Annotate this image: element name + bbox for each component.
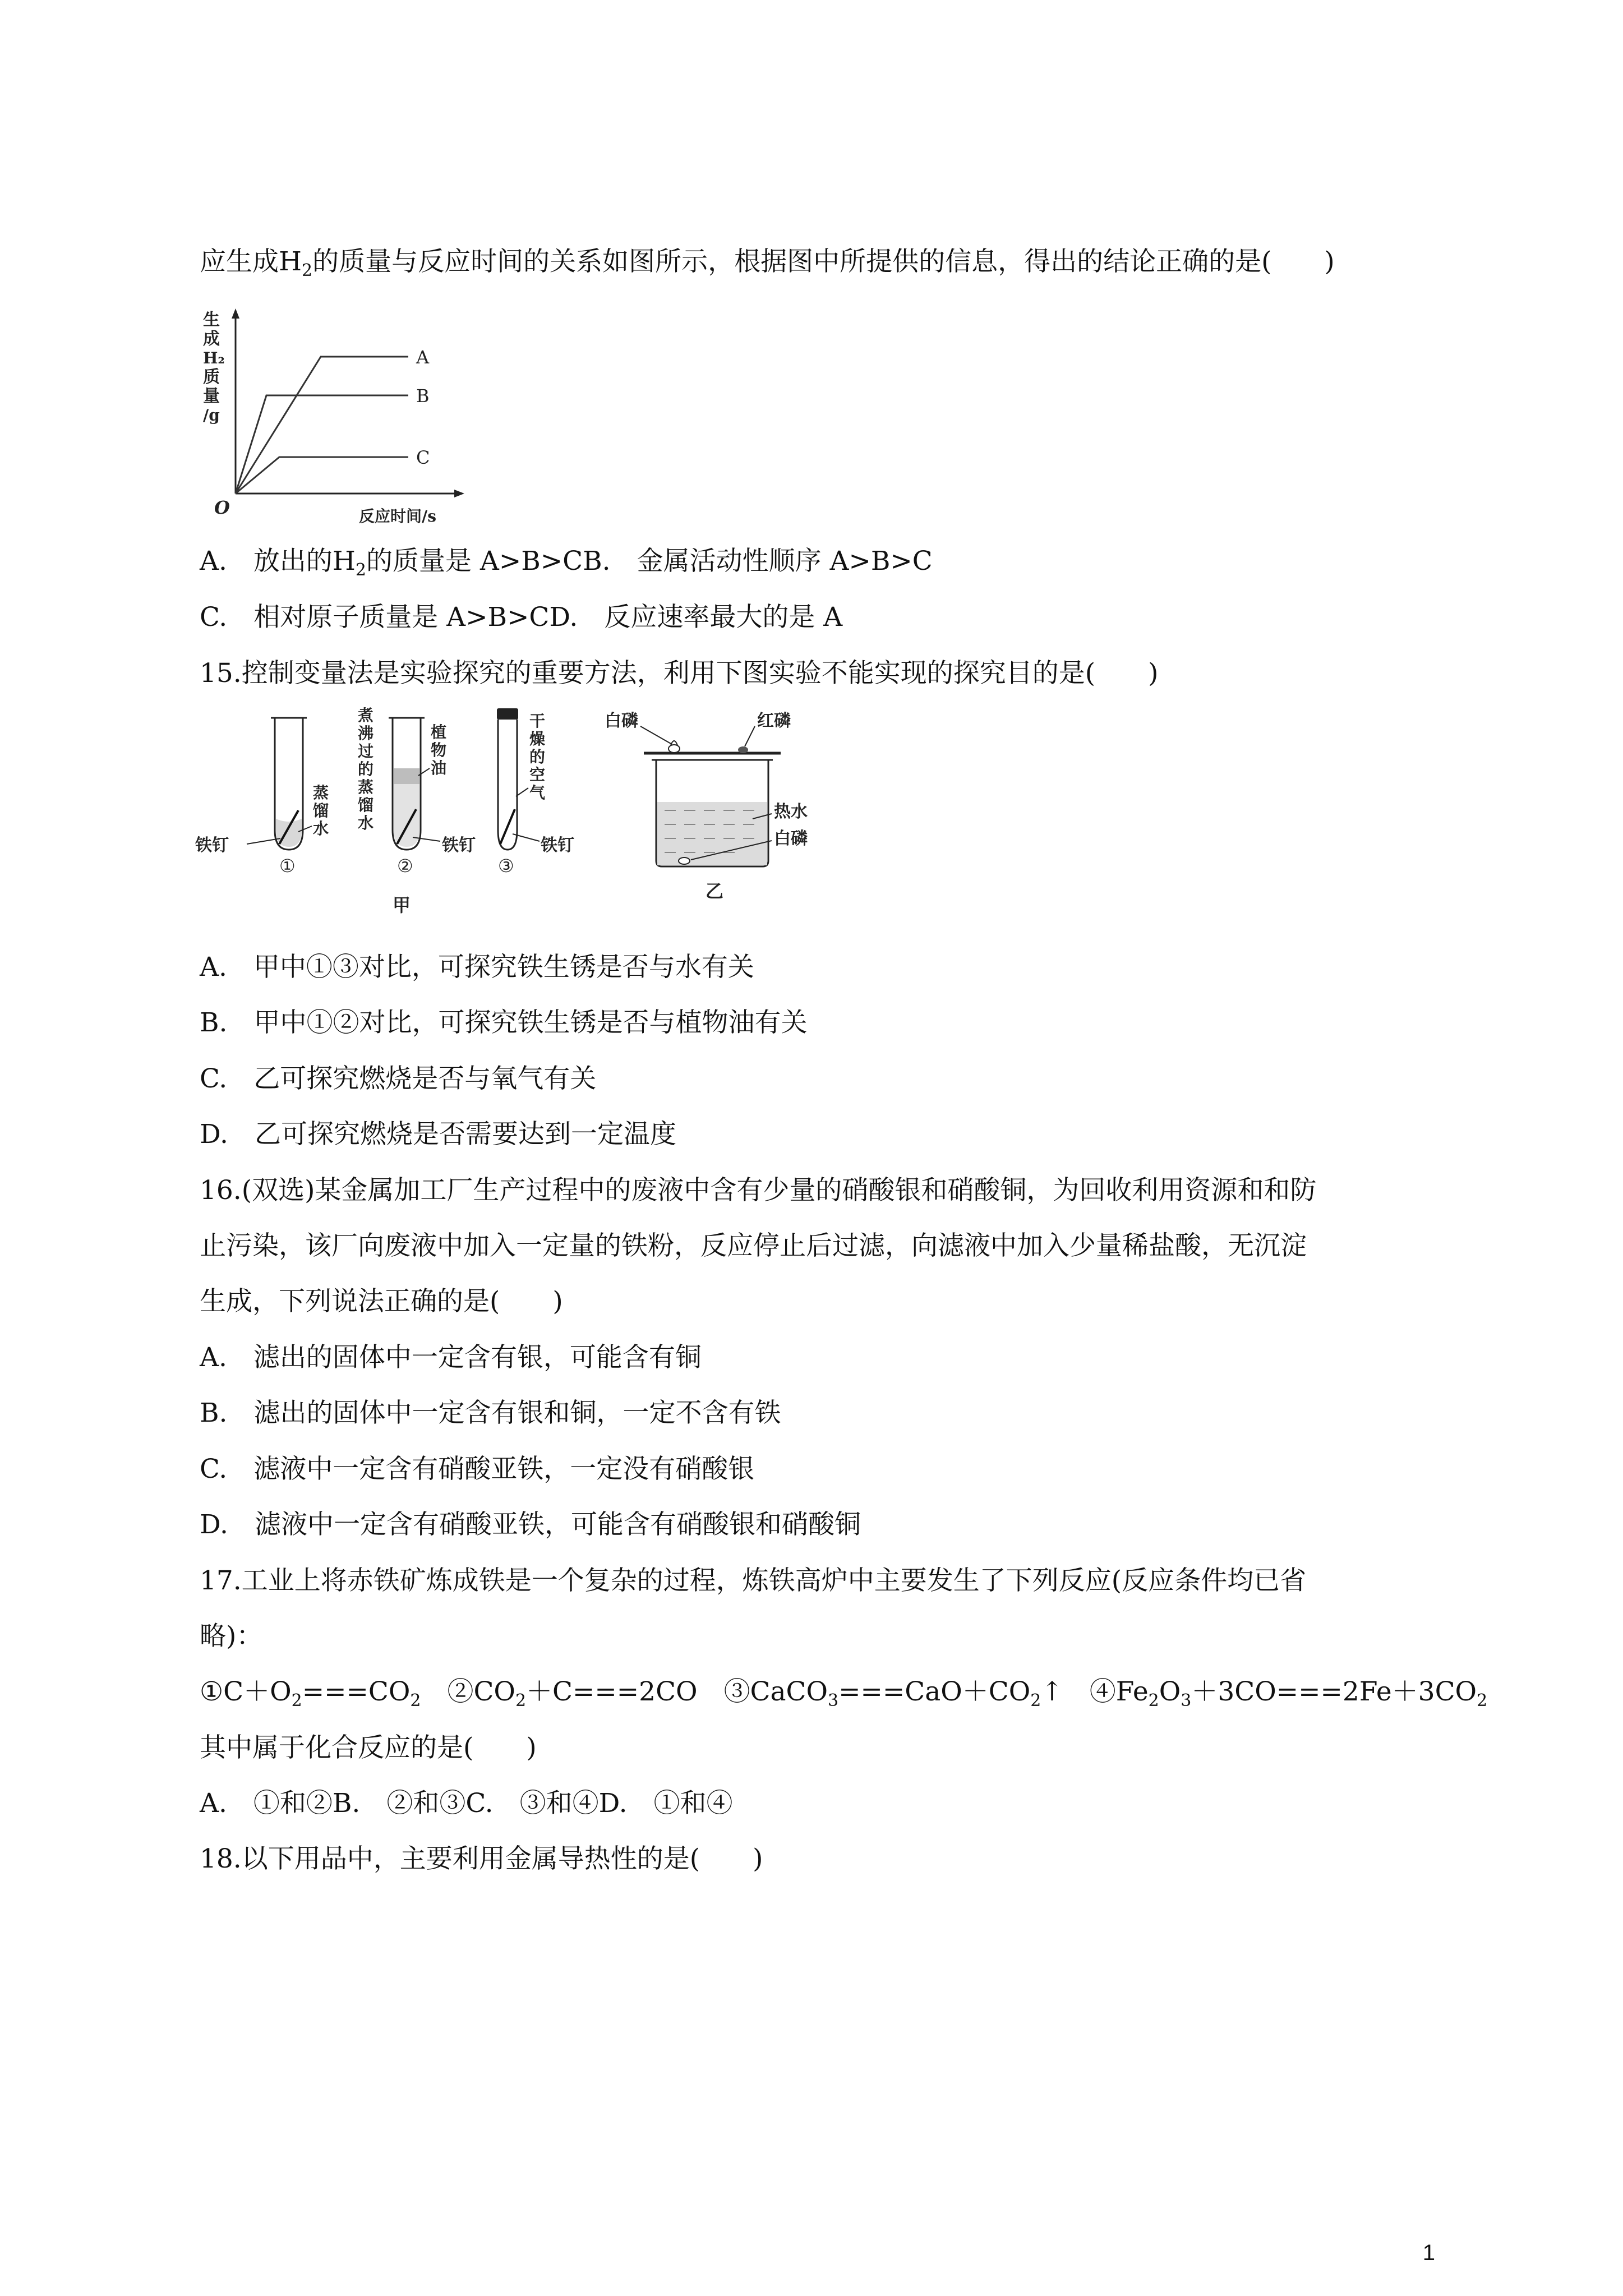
equation-1: $①C+O_2===CO_2$ bbox=[200, 1676, 421, 1711]
label-boiled-char: 蒸 bbox=[358, 778, 374, 796]
group-label-yi: 乙 bbox=[706, 880, 724, 902]
y-label-char: H₂ bbox=[203, 349, 225, 367]
iron-nail bbox=[500, 809, 515, 844]
white-phosphorus-bottom bbox=[679, 857, 690, 864]
q16-option-d: D. 滤液中一定含有硝酸亚铁，可能含有硝酸银和硝酸铜 bbox=[200, 1509, 861, 1540]
q14-options-line-2: C. 相对原子质量是 A>B>CD. 反应速率最大的是 A bbox=[200, 602, 843, 633]
label-boiled-char: 馏 bbox=[358, 796, 374, 814]
test-tube-2 bbox=[358, 706, 476, 916]
white-phosphorus-top bbox=[668, 745, 680, 753]
tube-number-2: ② bbox=[397, 855, 413, 877]
label-air-char: 的 bbox=[529, 748, 546, 766]
label-red-phosphorus: 红磷 bbox=[757, 711, 791, 731]
y-axis-arrow bbox=[232, 308, 239, 319]
q14-stem-h: H bbox=[279, 246, 302, 277]
vegetable-oil-layer bbox=[394, 768, 419, 784]
q14-option-part: 的质量是 A>B>CB. 金属活动性顺序 A>B>C bbox=[366, 546, 933, 577]
label-iron-nail-2: 铁钉 bbox=[442, 836, 476, 855]
label-air-char: 燥 bbox=[529, 730, 546, 748]
q16-stem-line-1: 16.(双选)某金属加工厂生产过程中的废液中含有少量的硝酸银和硝酸铜，为回收利用资源和和防 bbox=[200, 1175, 1317, 1206]
series-label-c: C bbox=[416, 447, 430, 468]
y-label-char: 质 bbox=[203, 367, 220, 387]
label-boiled-char: 过 bbox=[358, 742, 374, 760]
label-boiled-char: 水 bbox=[358, 814, 374, 832]
q17-options: A. ①和②B. ②和③C. ③和④D. ①和④ bbox=[200, 1788, 733, 1819]
label-air-char: 干 bbox=[529, 712, 546, 730]
q14-h2-mass-chart bbox=[191, 303, 482, 529]
label-hot-water: 热水 bbox=[774, 802, 808, 822]
stopper bbox=[497, 708, 518, 720]
q14-options-line-1 bbox=[200, 544, 933, 582]
q17-stem-line-2: 略)： bbox=[200, 1621, 263, 1652]
origin-label: O bbox=[214, 497, 230, 518]
q17-equations bbox=[200, 1675, 1487, 1713]
q18-stem: 18.以下用品中，主要利用金属导热性的是( ) bbox=[200, 1843, 763, 1874]
label-water-char: 蒸 bbox=[313, 783, 329, 802]
label-white-phosphorus-top: 白磷 bbox=[605, 711, 638, 731]
test-tube-3 bbox=[497, 708, 574, 877]
label-iron-nail-1: 铁钉 bbox=[195, 836, 229, 855]
q15-stem: 15.控制变量法是实验探究的重要方法，利用下图实验不能实现的探究目的是( ) bbox=[200, 658, 1159, 689]
label-oil-char: 油 bbox=[431, 759, 447, 777]
q15-experiment-figure bbox=[191, 704, 819, 925]
label-air-char: 气 bbox=[529, 783, 546, 802]
group-label-jia: 甲 bbox=[393, 895, 411, 916]
q17-stem-line-1: 17.工业上将赤铁矿炼成铁是一个复杂的过程，炼铁高炉中主要发生了下列反应(反应条件均已省 bbox=[200, 1565, 1307, 1596]
label-iron-nail-3: 铁钉 bbox=[541, 836, 574, 855]
series-line-b bbox=[236, 395, 408, 494]
x-axis-arrow bbox=[454, 490, 464, 497]
q16-stem-line-2: 止污染，该厂向废液中加入一定量的铁粉，反应停止后过滤，向滤液中加入少量稀盐酸，无沉淀 bbox=[200, 1230, 1307, 1261]
label-water-char: 馏 bbox=[313, 801, 329, 820]
q15-option-d: D. 乙可探究燃烧是否需要达到一定温度 bbox=[200, 1119, 676, 1150]
q16-option-b: B. 滤出的固体中一定含有银和铜，一定不含有铁 bbox=[200, 1398, 781, 1428]
hot-water bbox=[657, 802, 767, 865]
q14-option-subscript: 2 bbox=[355, 560, 366, 580]
tube-number-3: ③ bbox=[498, 855, 514, 877]
q16-option-a: A. 滤出的固体中一定含有银，可能含有铜 bbox=[200, 1342, 702, 1373]
q14-stem-part: 的质量与反应时间的关系如图所示，根据图中所提供的信息，得出的结论正确的是( ) bbox=[312, 246, 1335, 277]
q14-stem-subscript: 2 bbox=[302, 261, 313, 280]
y-label-char: 成 bbox=[203, 329, 220, 349]
page-number: 1 bbox=[1422, 2240, 1435, 2265]
label-boiled-char: 煮 bbox=[358, 706, 374, 725]
label-boiled-char: 的 bbox=[358, 760, 374, 778]
series-label-b: B bbox=[416, 385, 430, 407]
label-boiled-char: 沸 bbox=[358, 724, 374, 743]
q15-option-c: C. 乙可探究燃烧是否与氧气有关 bbox=[200, 1063, 597, 1094]
y-label-char: 量 bbox=[203, 386, 220, 406]
series-label-a: A bbox=[416, 347, 430, 368]
label-oil-char: 植 bbox=[431, 723, 447, 741]
q16-stem-line-3: 生成，下列说法正确的是( ) bbox=[200, 1286, 563, 1317]
q15-option-a: A. 甲中①③对比，可探究铁生锈是否与水有关 bbox=[200, 952, 754, 983]
q17-ask: 其中属于化合反应的是( ) bbox=[200, 1732, 537, 1763]
x-axis-label: 反应时间/s bbox=[359, 507, 436, 525]
q15-option-b: B. 甲中①②对比，可探究铁生锈是否与植物油有关 bbox=[200, 1007, 808, 1038]
q16-option-c: C. 滤液中一定含有硝酸亚铁，一定没有硝酸银 bbox=[200, 1454, 755, 1484]
q14-stem bbox=[200, 245, 1335, 283]
q14-option-part: A. 放出的 bbox=[200, 546, 333, 577]
y-label-char: /g bbox=[203, 406, 220, 425]
label-air-char: 空 bbox=[529, 766, 546, 784]
q14-option-h: H bbox=[332, 546, 356, 577]
beaker-setup bbox=[605, 711, 808, 902]
equation-3: $③CaCO_3===CaO+CO_2↑$ bbox=[723, 1676, 1063, 1711]
series-line-c bbox=[236, 457, 408, 494]
test-tube-1 bbox=[195, 718, 329, 877]
y-label-char: 生 bbox=[203, 310, 220, 330]
label-water-char: 水 bbox=[313, 819, 329, 838]
tube-number-1: ① bbox=[279, 855, 296, 877]
label-oil-char: 物 bbox=[431, 741, 447, 759]
equation-2: $②CO_2+C===2CO$ bbox=[447, 1676, 698, 1711]
label-white-phosphorus-bottom: 白磷 bbox=[774, 829, 808, 849]
q14-stem-part: 应生成 bbox=[200, 246, 279, 277]
equation-4: $④Fe_2O_3+3CO===2Fe+3CO_2$ bbox=[1089, 1676, 1488, 1711]
red-phosphorus bbox=[738, 746, 748, 753]
